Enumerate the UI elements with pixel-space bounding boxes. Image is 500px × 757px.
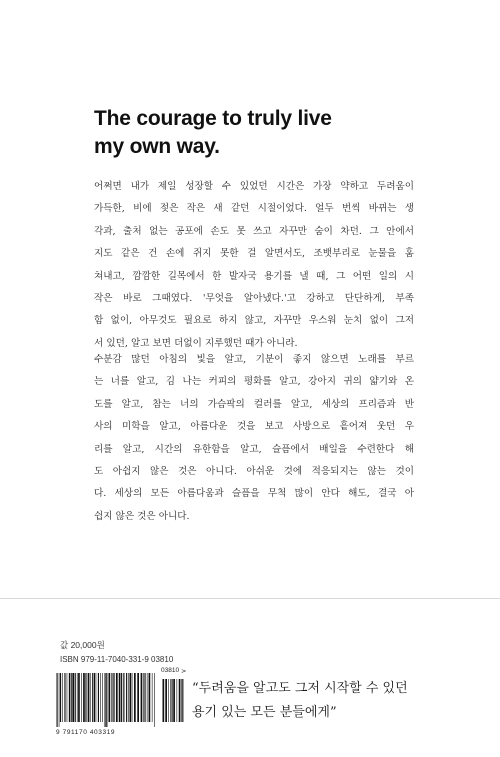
body-line: 지도 같은 건 손에 쥐지 못한 걸 알면서도, 조뱃부리로 눈물을 훔 — [94, 248, 414, 260]
body-line: 사의 미학을 알고, 아름다운 것을 보고 사방으로 흩어져 웃던 우 — [94, 421, 414, 433]
barcode-bar — [77, 673, 78, 722]
barcode-bar — [69, 673, 70, 722]
barcode-bar — [154, 673, 155, 727]
isbn-barcode — [56, 667, 186, 739]
barcode-bar — [98, 673, 99, 722]
barcode-bar — [94, 673, 95, 722]
barcode-bars — [56, 673, 156, 727]
barcode-bar — [181, 679, 182, 722]
barcode-bar — [145, 673, 146, 722]
body-line: 어쩌면 내가 제일 성장할 수 있었던 시간은 가장 약하고 두려움이 — [94, 181, 414, 192]
body-line: 쉽지 않은 것은 아니다. — [94, 510, 190, 522]
section-divider — [0, 598, 500, 599]
barcode-bar — [59, 673, 60, 727]
barcode-bar — [111, 673, 112, 722]
barcode-bar — [177, 679, 178, 722]
barcode-bar — [179, 679, 181, 722]
barcode-bar — [85, 673, 86, 722]
barcode-bar — [114, 673, 115, 722]
barcode-bar — [109, 673, 111, 722]
barcode-bar — [128, 673, 129, 722]
barcode-bar — [64, 673, 65, 722]
barcode-bar — [75, 673, 76, 722]
barcode-bar — [163, 679, 165, 722]
body-paragraph-2 — [94, 349, 414, 528]
headline-line: The courage to truly live — [94, 107, 332, 130]
barcode-bar — [132, 673, 133, 722]
body-line: 는 너를 알고, 김 나는 커피의 평화를 알고, 강아지 귀의 얇기와 온 — [94, 376, 414, 388]
barcode-bar — [152, 673, 153, 722]
body-line: 다. 세상의 모든 아름다움과 슬픔을 무척 많이 안다 해도, 결국 아 — [94, 488, 414, 500]
barcode-bar — [126, 673, 127, 722]
barcode-bar — [81, 673, 82, 722]
barcode-addon-bars — [162, 679, 184, 727]
body-line: 함 없이, 아무것도 필요로 하지 않고, 자꾸만 우스워 눈치 없이 그저 — [94, 315, 414, 327]
barcode-bar — [121, 673, 122, 722]
barcode-bar — [88, 673, 90, 722]
barcode-bar — [92, 673, 93, 722]
body-paragraph-1 — [94, 176, 414, 355]
barcode-bar — [96, 673, 97, 722]
barcode-bar — [134, 673, 136, 722]
barcode-bar — [173, 679, 175, 722]
barcode-bar — [78, 673, 80, 722]
quote-line: 용기 있는 모든 분들에게” — [192, 705, 337, 720]
barcode-bar — [106, 673, 107, 727]
barcode-bar — [105, 673, 106, 727]
barcode-bar — [72, 673, 74, 722]
body-line: 리를 알고, 시간의 유한함을 알고, 슬픔에서 배일을 수련한다 해 — [94, 443, 414, 455]
body-line: 수분감 많던 아침의 빛을 알고, 기분이 좋지 않으면 노래를 부르 — [94, 354, 414, 365]
barcode-bar — [172, 679, 173, 722]
barcode-bar — [116, 673, 118, 722]
barcode-digits: 9 791170 403319 — [56, 729, 116, 736]
body-line: 쳐내고, 깜깜한 길목에서 한 발자국 용기를 낼 때, 그 어떤 일의 시 — [94, 270, 414, 282]
barcode-bar — [102, 673, 103, 722]
barcode-bar — [137, 673, 139, 722]
headline — [94, 105, 424, 161]
body-line: 서 있던, 알고 보면 더없이 지루했던 때가 아니라. — [94, 337, 298, 349]
barcode-bar — [147, 673, 148, 722]
headline-line: my own way. — [94, 135, 220, 158]
barcode-bar — [57, 673, 58, 727]
barcode-bar — [113, 673, 114, 722]
barcode-addon-digits: 03810 — [161, 667, 180, 674]
barcode-bar — [71, 673, 72, 722]
barcode-bar — [182, 679, 183, 722]
barcode-bar — [60, 673, 61, 722]
barcode-bar — [119, 673, 121, 722]
quote-line: “두려움을 알고도 그저 시작할 수 있던 — [192, 681, 408, 696]
body-line: 도를 알고, 참는 너의 가슴팍의 컬러를 알고, 세상의 프리즘과 반 — [94, 398, 414, 410]
barcode-bar — [149, 673, 151, 722]
barcode-bar — [123, 673, 124, 722]
body-line: 도 아쉽지 않은 것은 아니다. 아쉬운 것에 적응되지는 않는 것이 — [94, 466, 414, 478]
barcode-bar — [130, 673, 132, 722]
barcode-bar — [170, 679, 171, 722]
barcode-bar — [165, 679, 167, 722]
price-label: 값 20,000원 — [60, 640, 105, 650]
barcode-bar — [141, 673, 143, 722]
barcode-bar — [100, 673, 101, 722]
dedication-quote — [192, 677, 408, 725]
body-line: 작은 바로 그때였다. '무엇을 알아냈다.'고 강하고 단단하게, 부족 — [94, 293, 414, 305]
barcode-arrow: > — [181, 667, 187, 675]
body-line: 가득한, 비에 젖은 작은 새 같던 시절이었다. 얼두 번씩 바뀌는 생 — [94, 203, 414, 215]
barcode-bar — [83, 673, 85, 722]
barcode-bar — [168, 679, 169, 722]
body-line: 각과, 출처 없는 공포에 손도 못 쓰고 자꾸만 숨이 차던. 그 안에서 — [94, 225, 414, 237]
barcode-bar — [143, 673, 144, 722]
barcode-bar — [62, 673, 63, 722]
isbn-label: ISBN 979-11-7040-331-9 03810 — [60, 655, 174, 664]
barcode-bar — [67, 673, 68, 722]
barcode-bar — [90, 673, 91, 722]
